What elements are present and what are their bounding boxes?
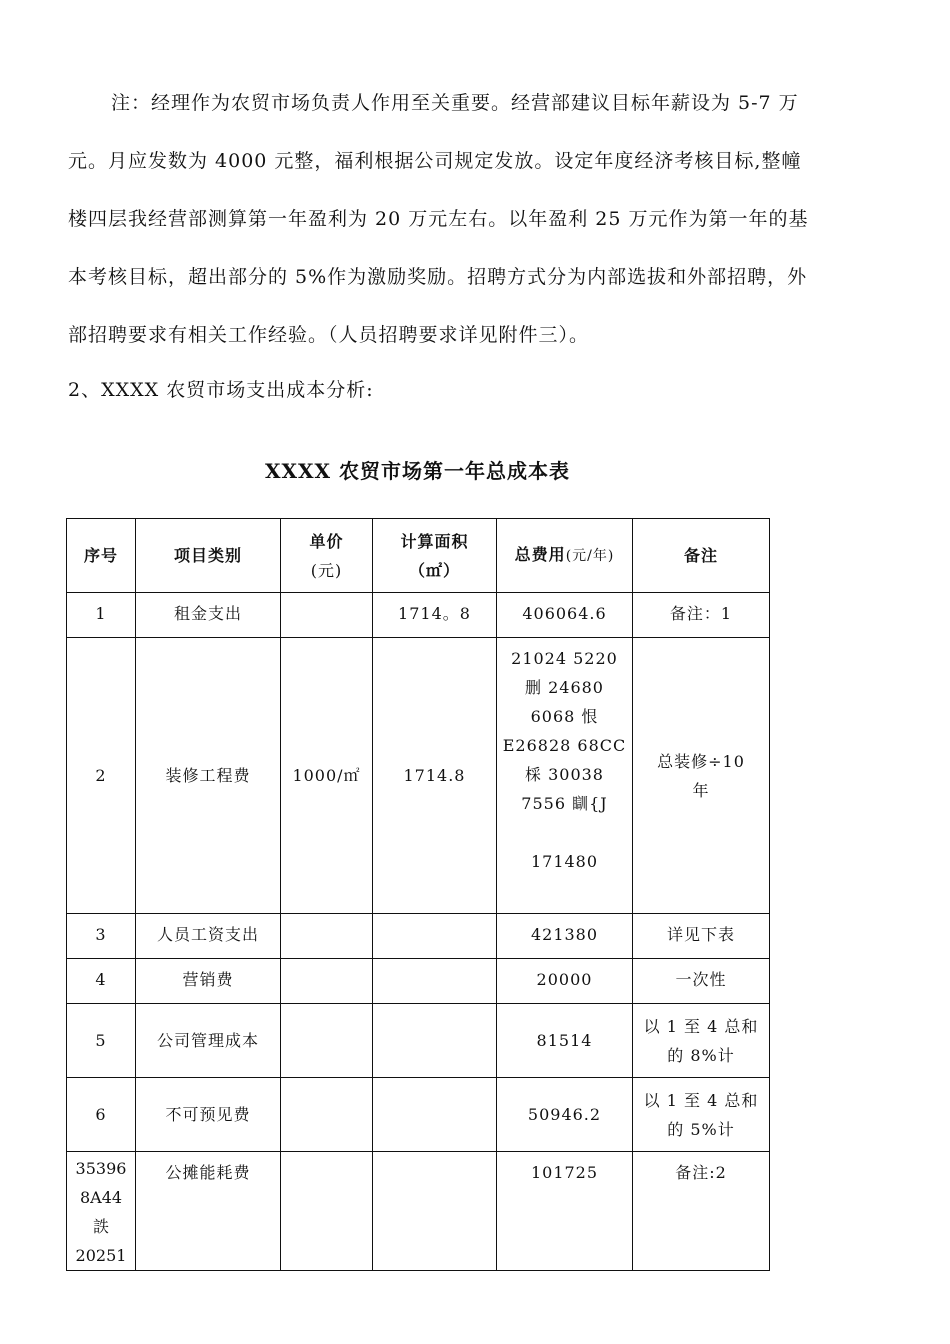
note-line: 部招聘要求有相关工作经验。（人员招聘要求详见附件三）。 (68, 324, 590, 346)
cell-area (373, 1078, 497, 1152)
note-line: 本考核目标，超出部分的 5%作为激励奖励。招聘方式分为内部选拔和外部招聘，外 (68, 266, 808, 288)
header-no: 序号 (67, 519, 136, 593)
cell-price: 1000/㎡ (281, 638, 373, 914)
cell-category: 不可预见费 (136, 1078, 281, 1152)
cell-area (373, 1152, 497, 1271)
table-row (67, 638, 770, 914)
cost-table (66, 518, 770, 1271)
note-line: 元。月应发数为 4000 元整，福利根据公司规定发放。设定年度经济考核目标,整幢 (68, 150, 802, 172)
cell-remark (633, 1078, 770, 1152)
cell-remark-line: 总装修÷10 (657, 751, 745, 771)
cell-total-line: 7556 瞓{J (521, 794, 608, 813)
cell-total-line: 21024 5220 (511, 649, 618, 668)
cell-area (373, 914, 497, 959)
cell-no-line: 35396 (75, 1159, 127, 1178)
header-area (373, 519, 497, 593)
table-header-row (67, 519, 770, 593)
cell-category: 装修工程费 (136, 638, 281, 914)
cell-remark-line: 以 1 至 4 总和 (643, 1090, 759, 1110)
cell-remark: 备注：1 (633, 593, 770, 638)
cell-total-line: 171480 (530, 852, 599, 871)
cell-remark: 一次性 (633, 959, 770, 1004)
header-unit-price (281, 519, 373, 593)
note-line: 注：经理作为农贸市场负责人作用至关重要。经营部建议目标年薪设为 5-7 万 (111, 92, 799, 114)
cell-no-line: 8A44 (79, 1188, 123, 1207)
cell-total-line: 6068 恨 (530, 707, 599, 726)
cell-remark-line: 年 (692, 780, 710, 800)
cell-total: 101725 (497, 1152, 633, 1271)
cell-price (281, 1152, 373, 1271)
cell-category: 公摊能耗费 (136, 1152, 281, 1271)
table-row (67, 593, 770, 638)
cell-remark (633, 638, 770, 914)
cell-no: 2 (67, 638, 136, 914)
header-remark: 备注 (633, 519, 770, 593)
cell-total: 50946.2 (497, 1078, 633, 1152)
cell-total: 421380 (497, 914, 633, 959)
cell-no: 6 (67, 1078, 136, 1152)
header-area-label: 计算面积 (400, 531, 469, 551)
table-row (67, 959, 770, 1004)
cell-remark-line: 的 5%计 (667, 1119, 735, 1139)
cell-total: 81514 (497, 1004, 633, 1078)
cell-total-line: 棌 30038 (525, 765, 604, 784)
section-heading: 2、XXXX 农贸市场支出成本分析: (68, 379, 374, 401)
table-row (67, 1152, 770, 1271)
cell-category: 租金支出 (136, 593, 281, 638)
header-total (497, 519, 633, 593)
cell-total: 20000 (497, 959, 633, 1004)
cell-area: 1714。8 (373, 593, 497, 638)
cell-area (373, 959, 497, 1004)
cell-remark-line: 以 1 至 4 总和 (643, 1016, 759, 1036)
cell-remark-line: 的 8%计 (667, 1045, 735, 1065)
cell-price (281, 1004, 373, 1078)
cell-remark: 详见下表 (633, 914, 770, 959)
cell-total: 406064.6 (497, 593, 633, 638)
cell-no-line: 詄 (92, 1217, 109, 1236)
cell-no: 1 (67, 593, 136, 638)
cell-category: 营销费 (136, 959, 281, 1004)
header-unit-price-label: 单价 (309, 531, 344, 551)
header-area-unit: （㎡） (408, 560, 460, 580)
cell-no: 3 (67, 914, 136, 959)
header-total-unit: (元/年) (565, 548, 615, 564)
table-row (67, 1004, 770, 1078)
cell-total (497, 638, 633, 914)
header-total-label: 总费用 (514, 545, 566, 564)
cell-total-line: 删 24680 (525, 678, 604, 697)
cell-price (281, 1078, 373, 1152)
header-unit-price-unit: (元) (310, 560, 343, 580)
cell-category: 人员工资支出 (136, 914, 281, 959)
cell-category: 公司管理成本 (136, 1004, 281, 1078)
cell-no: 5 (67, 1004, 136, 1078)
note-paragraph (68, 74, 883, 364)
cell-price (281, 914, 373, 959)
cell-no (67, 1152, 136, 1271)
cell-remark: 备注:2 (633, 1152, 770, 1271)
cell-no-line: 20251 (75, 1246, 127, 1265)
cell-remark (633, 1004, 770, 1078)
cell-price (281, 593, 373, 638)
cell-total-line: E26828 68CC (502, 736, 627, 755)
cell-total-line (501, 818, 628, 847)
cell-price (281, 959, 373, 1004)
cell-area: 1714.8 (373, 638, 497, 914)
cell-no: 4 (67, 959, 136, 1004)
table-row (67, 1078, 770, 1152)
table-title: XXXX 农贸市场第一年总成本表 (264, 459, 571, 483)
table-row (67, 914, 770, 959)
note-line: 楼四层我经营部测算第一年盈利为 20 万元左右。以年盈利 25 万元作为第一年的基 (68, 208, 809, 230)
cell-area (373, 1004, 497, 1078)
header-category: 项目类别 (136, 519, 281, 593)
